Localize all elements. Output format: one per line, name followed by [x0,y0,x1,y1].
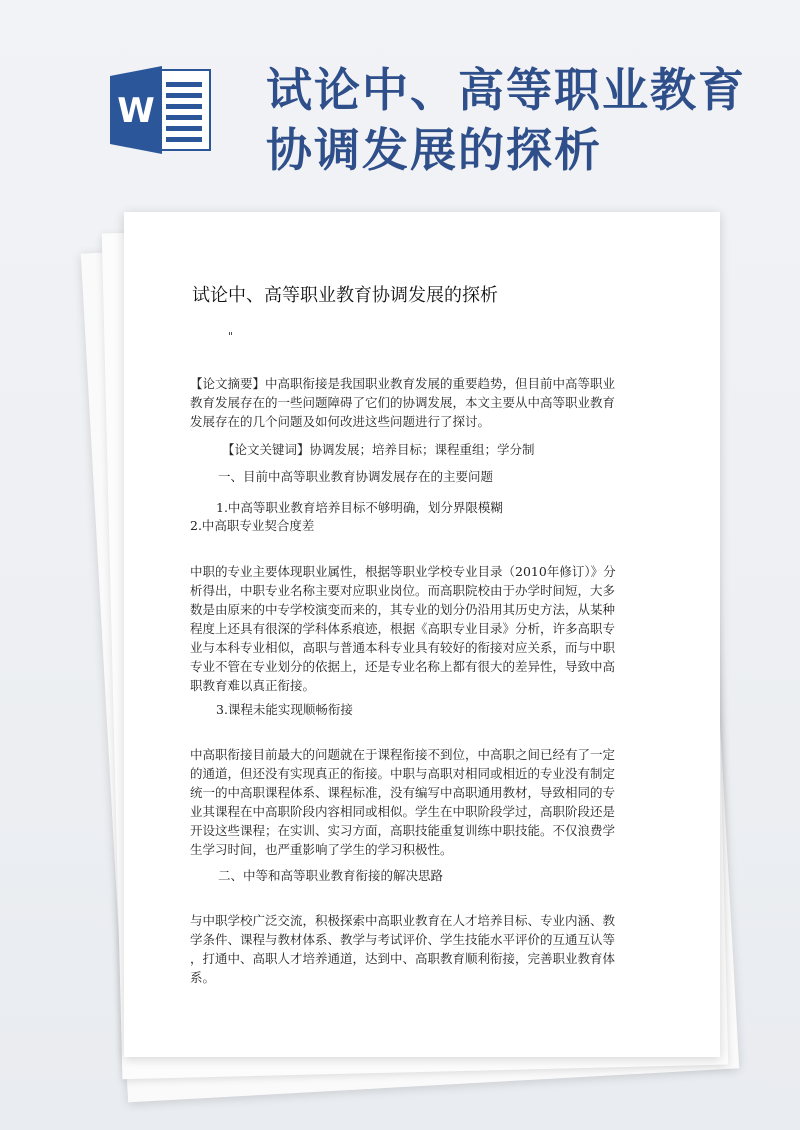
paragraph-line: 开设这些课程；在实训、实习方面，高职技能重复训练中职技能。不仅浪费学 [190,823,616,838]
paragraph-2 [190,745,660,859]
paragraph-line: 生学习时间，也严重影响了学生的学习积极性。 [190,842,453,857]
paragraph-line: 中高职衔接目前最大的问题就在于课程衔接不到位，中高职之间已经有了一定 [190,747,616,762]
paragraph-line: 业与本科专业相似，高职与普通本科专业具有较好的衔接对应关系，而与中职 [190,640,616,655]
paragraph-line: ，打通中、高职人才培养通道，达到中、高职教育顺利衔接，完善职业教育体 [190,951,616,966]
list-item-2: 2.中高职专业契合度差 [190,518,315,533]
section-heading-2: 二、中等和高等职业教育衔接的解决思路 [218,868,444,883]
keywords-line: 【论文关键词】协调发展；培养目标；课程重组；学分制 [222,442,535,457]
abstract-line: 教育发展存在的一些问题障碍了它们的协调发展，本文主要从中高等职业教育 [190,395,616,410]
svg-text:W: W [117,91,155,131]
paragraph-line: 统一的中高职课程体系、课程标准，没有编写中高职通用教材，导致相同的专 [190,785,616,800]
document-title: 试论中、高等职业教育协调发展的探析 [192,285,498,306]
paragraph-line: 系。 [190,970,216,985]
paragraph-line: 析得出，中职专业名称主要对应职业岗位。而高职院校由于办学时间短，大多 [190,583,616,598]
paragraph-line: 职教育难以真正衔接。 [190,678,316,693]
list-item-3: 3.课程未能实现顺畅衔接 [216,702,353,717]
paragraph-line: 中职的专业主要体现职业属性，根据等职业学校专业目录（2010年修订）》分 [190,564,616,579]
paragraph-line: 专业不管在专业划分的依据上，还是专业名称上都有很大的差异性，导致中高 [190,659,616,674]
list-item-1: 1.中高等职业教育培养目标不够明确，划分界限模糊 [216,500,503,515]
paragraph-line: 业其课程在中高职阶段内容相同或相似。学生在中职阶段学过，高职阶段还是 [190,804,616,819]
quote-mark: " [228,330,234,343]
paragraph-line: 学条件、课程与教材体系、教学与考试评价、学生技能水平评价的互通互认等 [190,932,616,947]
paragraph-line: 与中职学校广泛交流，积极探索中高职业教育在人才培养目标、专业内涵、教 [190,913,616,928]
paragraph-3 [190,911,660,987]
abstract-paragraph [190,374,660,431]
abstract-line: 【论文摘要】中高职衔接是我国职业教育发展的重要趋势，但目前中高等职业 [190,376,616,391]
paragraph-line: 程度上还具有很深的学科体系痕迹，根据《高职专业目录》分析，许多高职专 [190,621,616,636]
paragraph-line: 数是由原来的中专学校演变而来的，其专业的划分仍沿用其历史方法，从某种 [190,602,616,617]
page-title-line-1: 试论中、高等职业教育 [266,63,746,117]
abstract-line: 发展存在的几个问题及如何改进这些问题进行了探讨。 [190,414,491,429]
paragraph-line: 的通道，但还没有实现真正的衔接。中职与高职对相同或相近的专业没有制定 [190,766,616,781]
paragraph-1 [190,562,660,695]
page-title-line-2: 协调发展的探析 [266,123,602,177]
section-heading-1: 一、目前中高等职业教育协调发展存在的主要问题 [218,469,494,484]
